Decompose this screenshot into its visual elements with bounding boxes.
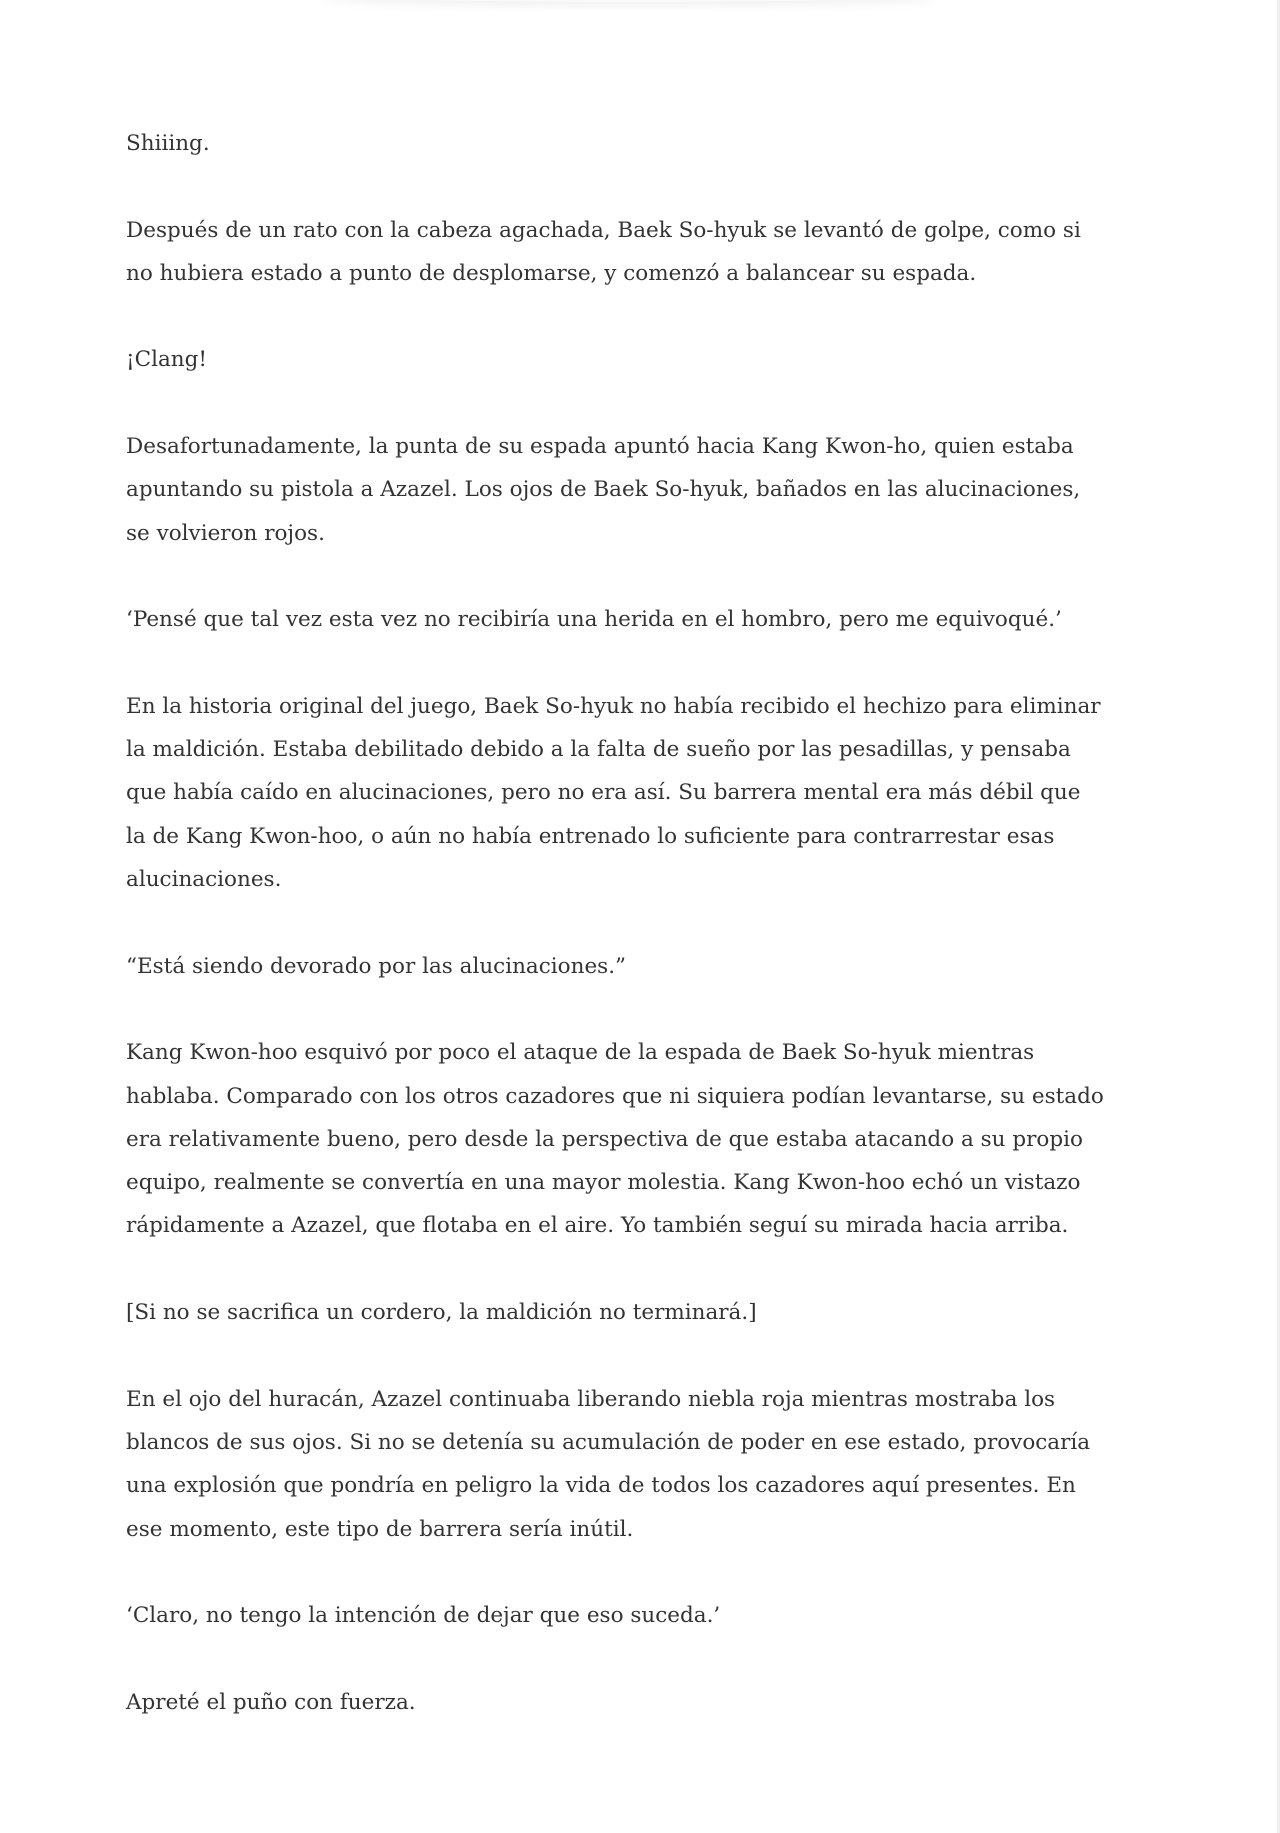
paragraph-line: hablaba. Comparado con los otros cazadores que ni siquiera podían levantarse, su estado xyxy=(126,1083,1104,1109)
paragraph-line: apuntando su pistola a Azazel. Los ojos de Baek So-hyuk, bañados en las alucinaciones, xyxy=(126,477,1081,503)
paragraph xyxy=(126,209,1156,296)
paragraph xyxy=(126,425,1156,555)
top-bar-shadow xyxy=(320,0,940,2)
paragraph-line: una explosión que pondría en peligro la vida de todos los cazadores aquí presentes. En xyxy=(126,1473,1076,1499)
paragraph-line: la maldición. Estaba debilitado debido a la falta de sueño por las pesadillas, y pensaba xyxy=(126,737,1071,763)
paragraph xyxy=(126,1378,1156,1551)
paragraph xyxy=(126,1594,1156,1637)
paragraph-line: rápidamente a Azazel, que flotaba en el aire. Yo también seguí su mirada hacia arriba. xyxy=(126,1213,1069,1239)
paragraph xyxy=(126,1031,1156,1247)
paragraph xyxy=(126,945,1156,988)
paragraph-line: alucinaciones. xyxy=(126,867,282,893)
paragraph-line: no hubiera estado a punto de desplomarse, y comenzó a balancear su espada. xyxy=(126,260,977,286)
paragraph xyxy=(126,1291,1156,1334)
paragraph-line: “Está siendo devorado por las alucinaciones.” xyxy=(126,953,627,979)
paragraph-line: equipo, realmente se convertía en una mayor molestia. Kang Kwon-hoo echó un vistazo xyxy=(126,1170,1081,1196)
chapter-text xyxy=(126,122,1156,1767)
paragraph xyxy=(126,338,1156,381)
paragraph-line: era relativamente bueno, pero desde la perspectiva de que estaba atacando a su propio xyxy=(126,1126,1083,1152)
paragraph-line: ‘Pensé que tal vez esta vez no recibiría una herida en el hombro, pero me equivoqué.’ xyxy=(126,607,1062,633)
paragraph-line: Apreté el puño con fuerza. xyxy=(126,1689,416,1715)
paragraph-line: ese momento, este tipo de barrera sería inútil. xyxy=(126,1516,634,1542)
paragraph xyxy=(126,598,1156,641)
paragraph xyxy=(126,122,1156,165)
paragraph xyxy=(126,685,1156,901)
paragraph-line: Después de un rato con la cabeza agachada, Baek So-hyuk se levantó de golpe, como si xyxy=(126,217,1081,243)
paragraph-line: [Si no se sacrifica un cordero, la maldición no terminará.] xyxy=(126,1300,757,1326)
paragraph-line: blancos de sus ojos. Si no se detenía su acumulación de poder en ese estado, provocaría xyxy=(126,1429,1091,1455)
paragraph xyxy=(126,1681,1156,1724)
paragraph-line: En el ojo del huracán, Azazel continuaba liberando niebla roja mientras mostraba los xyxy=(126,1386,1056,1412)
paragraph-line: Kang Kwon-hoo esquivó por poco el ataque de la espada de Baek So-hyuk mientras xyxy=(126,1040,1035,1066)
paragraph-line: que había caído en alucinaciones, pero no era así. Su barrera mental era más débil que xyxy=(126,780,1081,806)
paragraph-line: Desafortunadamente, la punta de su espada apuntó hacia Kang Kwon-ho, quien estaba xyxy=(126,434,1074,460)
paragraph-line: se volvieron rojos. xyxy=(126,520,325,546)
paragraph-line: ‘Claro, no tengo la intención de dejar que eso suceda.’ xyxy=(126,1603,721,1629)
paragraph-line: En la historia original del juego, Baek So-hyuk no había recibido el hechizo para eliminar xyxy=(126,693,1101,719)
paragraph-line: Shiiing. xyxy=(126,131,210,156)
paragraph-line: la de Kang Kwon-hoo, o aún no había entrenado lo suficiente para contrarrestar esas xyxy=(126,823,1055,849)
paragraph-line: ¡Clang! xyxy=(126,347,208,373)
